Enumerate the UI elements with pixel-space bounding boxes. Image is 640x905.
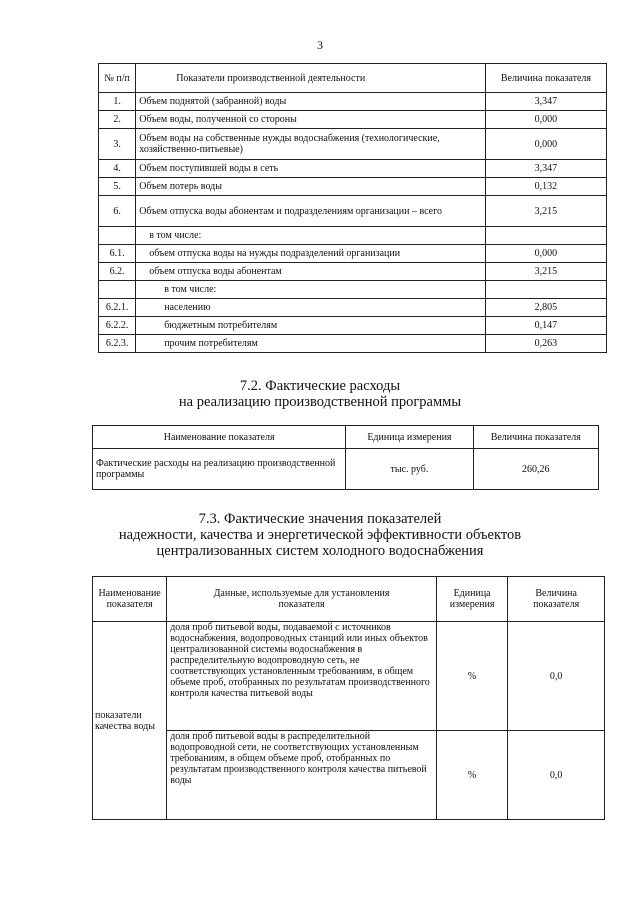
page-number: 3 xyxy=(317,38,323,52)
row-value: 0,147 xyxy=(485,317,606,335)
row-num: 4. xyxy=(99,160,136,178)
row-num: 3. xyxy=(99,129,136,160)
col-header-num: № п/п xyxy=(99,64,136,93)
row-value: 0,000 xyxy=(485,129,606,160)
row-num: 2. xyxy=(99,111,136,129)
row-name: Объем поднятой (забранной) воды xyxy=(136,93,486,111)
table-row xyxy=(99,111,607,129)
col-header-data: Данные, используемые для установления показателя xyxy=(167,577,437,622)
table-row xyxy=(93,731,605,820)
row-value: 0,000 xyxy=(485,111,606,129)
row-name: Объем воды, полученной со стороны xyxy=(136,111,486,129)
table-row xyxy=(93,449,599,490)
table-header-row xyxy=(93,426,599,449)
row-name: прочим потребителям xyxy=(136,335,486,353)
row-num: 6.2. xyxy=(99,263,136,281)
row-num: 6.2.1. xyxy=(99,299,136,317)
table-row xyxy=(99,227,607,245)
col-header-name: Наименование показателя xyxy=(93,426,346,449)
row-name: Объем отпуска воды абонентам и подразделениям организации – всего xyxy=(136,196,486,227)
section-73-title-line1: 7.3. Фактические значения показателей xyxy=(198,511,442,527)
production-indicators-table xyxy=(98,63,607,353)
row-value: 0,0 xyxy=(508,622,605,731)
row-value: 3,215 xyxy=(485,196,606,227)
col-header-value: Величина показателя xyxy=(485,64,606,93)
row-name: Объем воды на собственные нужды водоснабжения (технологические, хозяйственно-питьевые) xyxy=(136,129,486,160)
row-num xyxy=(99,227,136,245)
col-header-unit: Единица измерения xyxy=(436,577,507,622)
table-row xyxy=(99,263,607,281)
row-data: доля проб питьевой воды в распределительной водопроводной сети, не соответствующих установленным требованиям, в общем объеме проб, отобранных по результатам производственного контроля качества питьевой воды xyxy=(167,731,437,820)
col-header-unit: Единица измерения xyxy=(346,426,473,449)
col-header-value: Величина показателя xyxy=(508,577,605,622)
row-name: Объем поступившей воды в сеть xyxy=(136,160,486,178)
row-num: 6.1. xyxy=(99,245,136,263)
actual-expenses-table xyxy=(92,425,599,490)
row-value: 260,26 xyxy=(473,449,598,490)
row-name: объем отпуска воды на нужды подразделений организации xyxy=(136,245,486,263)
table-row xyxy=(99,160,607,178)
row-name: Объем потерь воды xyxy=(136,178,486,196)
row-value: 2,805 xyxy=(485,299,606,317)
table-row xyxy=(99,299,607,317)
row-unit: % xyxy=(436,622,507,731)
row-name: в том числе: xyxy=(136,227,486,245)
table-row xyxy=(99,245,607,263)
table-row xyxy=(99,317,607,335)
section-73-title xyxy=(0,511,640,559)
row-value: 3,347 xyxy=(485,93,606,111)
section-73-title-line3: централизованных систем холодного водоснабжения xyxy=(156,543,484,559)
table-row xyxy=(99,129,607,160)
row-value xyxy=(485,281,606,299)
row-unit: % xyxy=(436,731,507,820)
row-num: 6. xyxy=(99,196,136,227)
table-row xyxy=(93,622,605,731)
table-row xyxy=(99,196,607,227)
row-unit: тыс. руб. xyxy=(346,449,473,490)
section-73-title-line2: надежности, качества и энергетической эффективности объектов xyxy=(118,527,522,543)
table-header-row xyxy=(99,64,607,93)
quality-indicators-table xyxy=(92,576,605,820)
group-name: показатели качества воды xyxy=(93,622,167,820)
section-72-title xyxy=(0,378,640,410)
row-name: в том числе: xyxy=(136,281,486,299)
col-header-value: Величина показателя xyxy=(473,426,598,449)
row-name: Фактические расходы на реализацию производственной программы xyxy=(93,449,346,490)
row-num xyxy=(99,281,136,299)
row-name: объем отпуска воды абонентам xyxy=(136,263,486,281)
row-value: 0,0 xyxy=(508,731,605,820)
row-value: 3,347 xyxy=(485,160,606,178)
table-row xyxy=(99,335,607,353)
row-num: 6.2.3. xyxy=(99,335,136,353)
table-row xyxy=(99,178,607,196)
row-value: 0,000 xyxy=(485,245,606,263)
row-name: населению xyxy=(136,299,486,317)
row-num: 6.2.2. xyxy=(99,317,136,335)
table-row xyxy=(99,93,607,111)
row-value: 3,215 xyxy=(485,263,606,281)
row-data: доля проб питьевой воды, подаваемой с источников водоснабжения, водопроводных станций или иных объектов централизованной системы водоснабжения в распределительную водопроводную сеть, не соответствующих установленным требованиям, в общем объеме проб, отобранных по результатам производственного контроля качества питьевой воды xyxy=(167,622,437,731)
section-72-title-line2: на реализацию производственной программы xyxy=(178,394,462,410)
row-value: 0,263 xyxy=(485,335,606,353)
row-value: 0,132 xyxy=(485,178,606,196)
row-name: бюджетным потребителям xyxy=(136,317,486,335)
row-num: 1. xyxy=(99,93,136,111)
table-row xyxy=(99,281,607,299)
row-num: 5. xyxy=(99,178,136,196)
section-72-title-line1: 7.2. Фактические расходы xyxy=(239,378,401,394)
table-header-row xyxy=(93,577,605,622)
row-value xyxy=(485,227,606,245)
col-header-indicator: Показатели производственной деятельности xyxy=(136,64,486,93)
col-header-name: Наименование показателя xyxy=(93,577,167,622)
